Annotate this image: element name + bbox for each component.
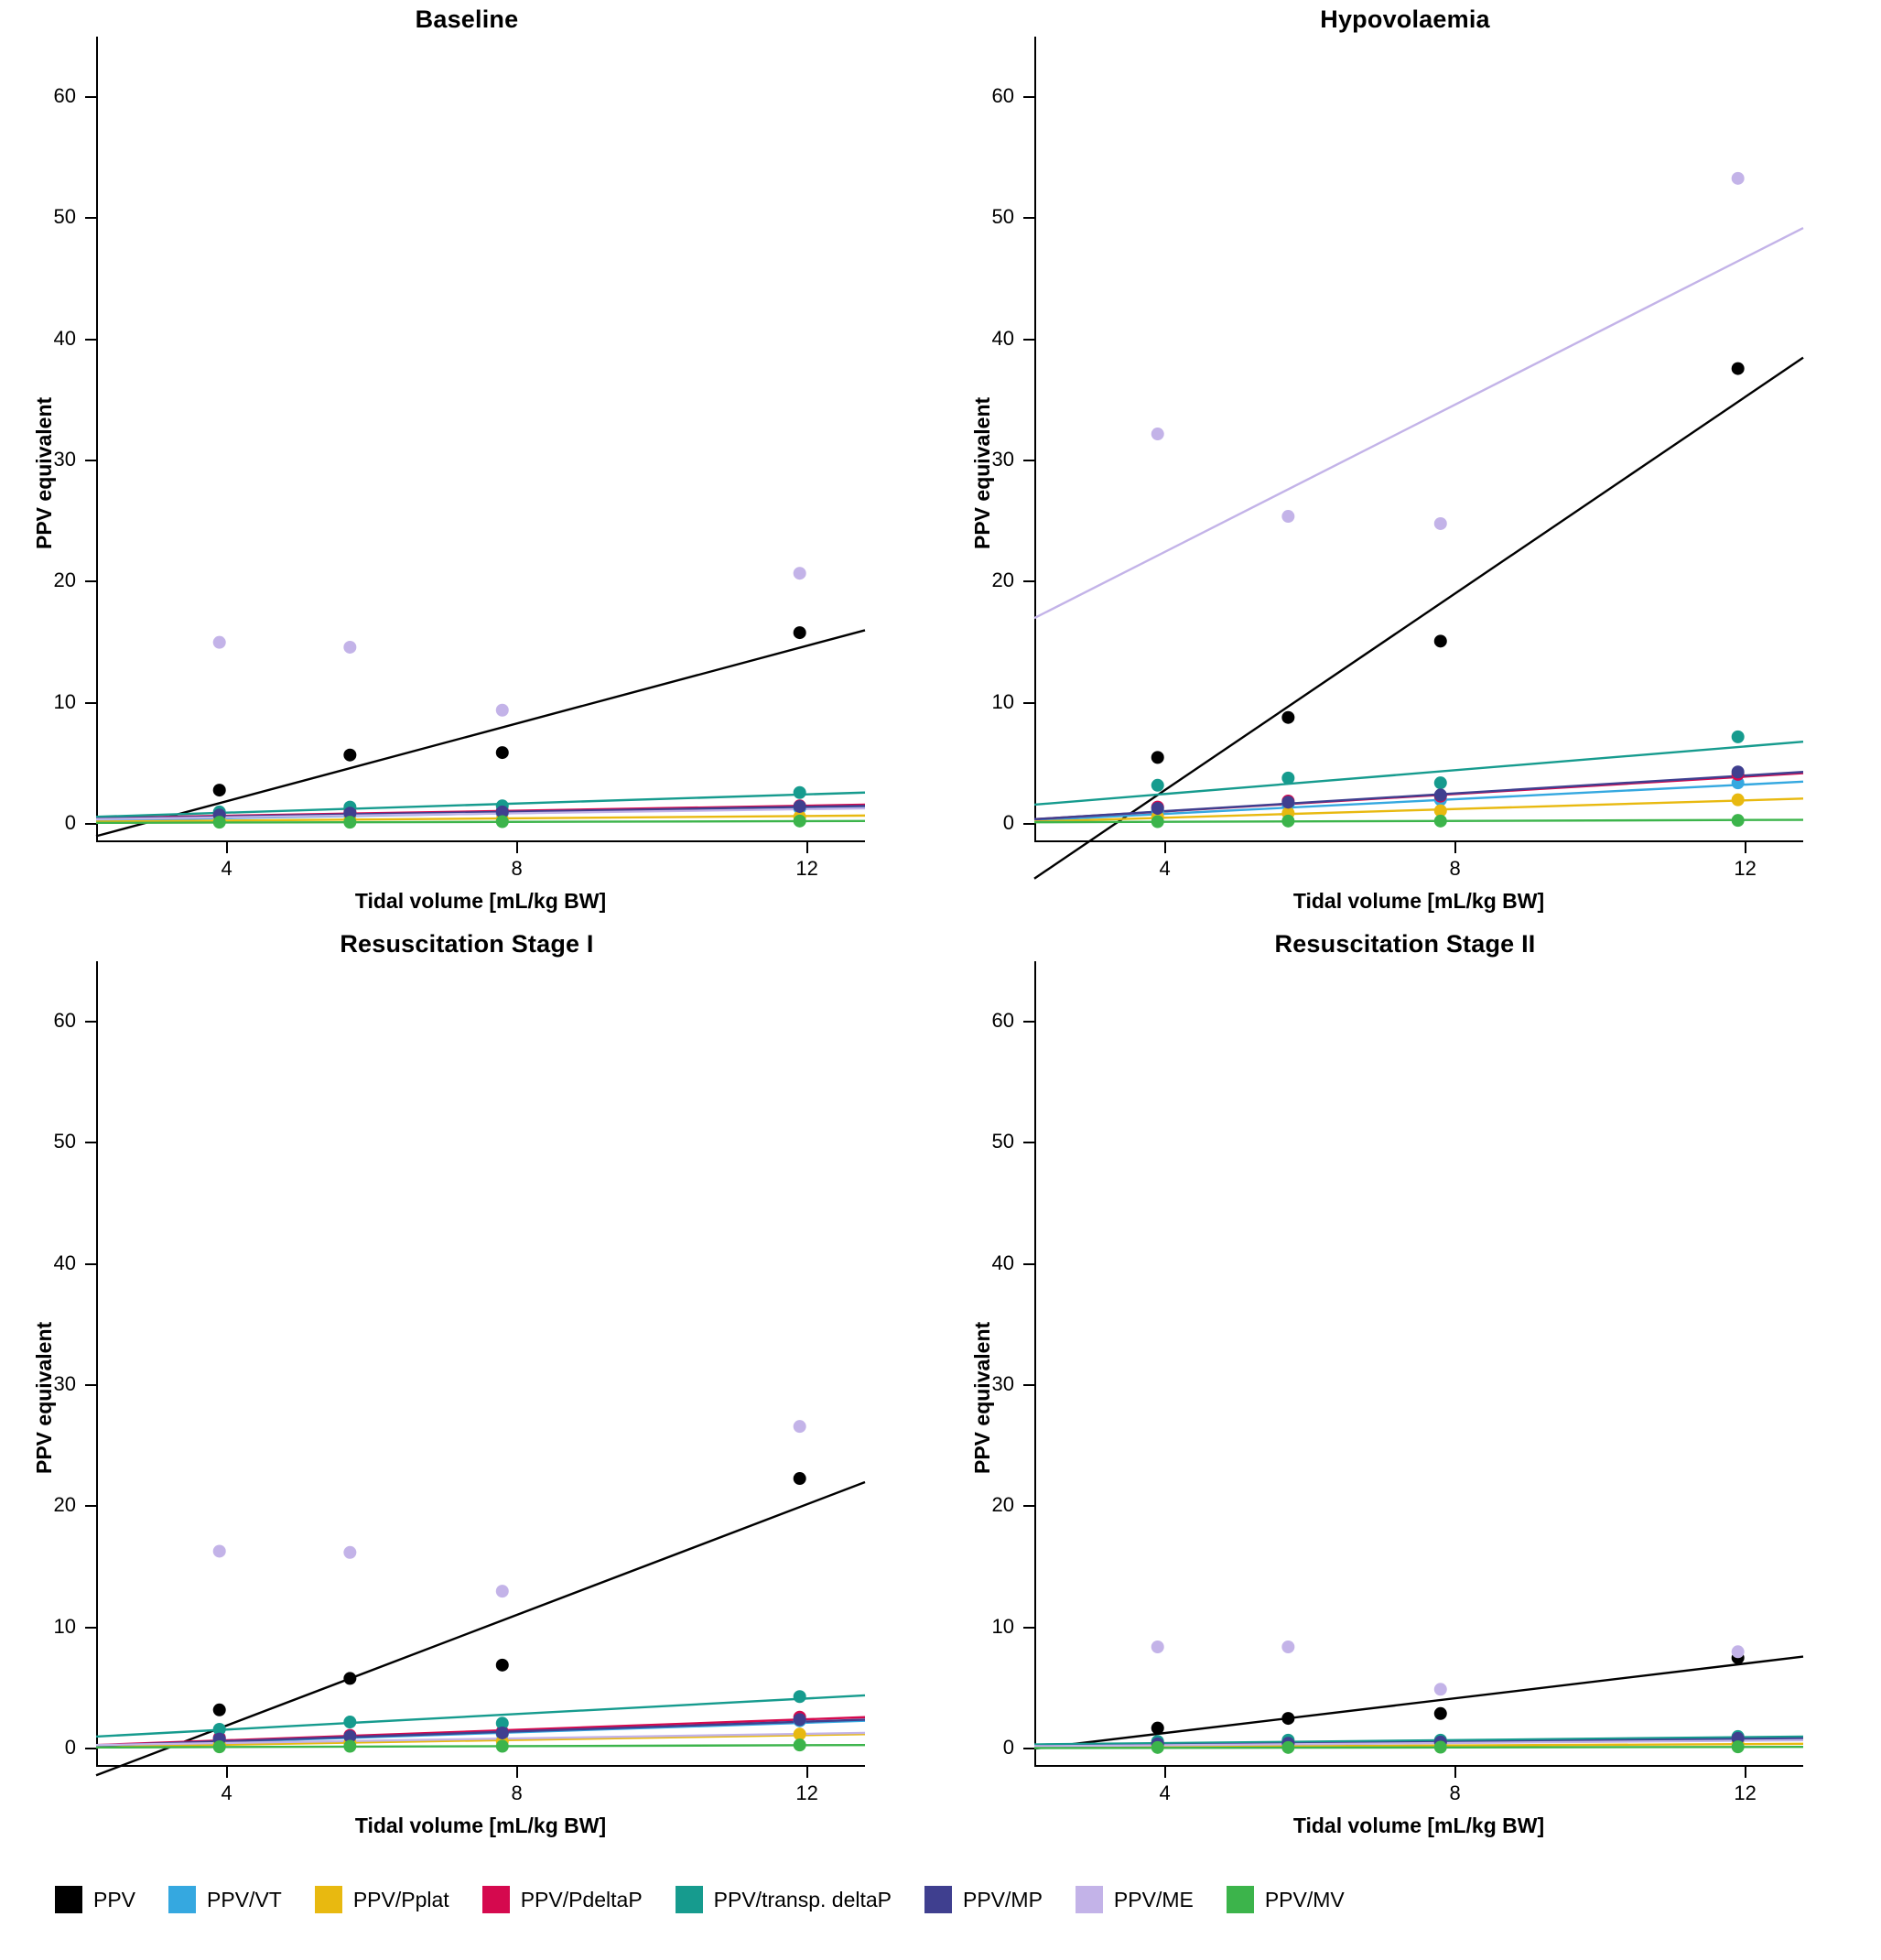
plot-area-hypovolaemia bbox=[970, 37, 1803, 913]
legend-label: PPV/PdeltaP bbox=[520, 1887, 643, 1911]
x-tick-label: 4 bbox=[1159, 1781, 1171, 1804]
data-point bbox=[343, 1546, 356, 1559]
y-tick-label: 30 bbox=[53, 448, 76, 471]
data-point bbox=[213, 1704, 226, 1716]
x-axis-label: Tidal volume [mL/kg BW] bbox=[354, 889, 607, 913]
data-point bbox=[794, 1420, 806, 1433]
legend-item[interactable] bbox=[676, 1886, 892, 1913]
y-tick-label: 20 bbox=[53, 1493, 76, 1517]
panel-title: Baseline bbox=[415, 5, 519, 33]
data-point bbox=[1732, 363, 1745, 375]
regression-line bbox=[1034, 228, 1803, 618]
data-point bbox=[1281, 510, 1294, 523]
y-tick bbox=[85, 823, 96, 825]
plot-svg bbox=[1034, 961, 1803, 1767]
data-point bbox=[1434, 815, 1447, 828]
data-point bbox=[1281, 772, 1294, 785]
y-tick-label: 40 bbox=[53, 326, 76, 350]
x-tick bbox=[516, 1767, 518, 1778]
plot-svg bbox=[96, 961, 865, 1767]
data-point bbox=[1434, 634, 1447, 647]
x-tick-label: 4 bbox=[221, 857, 232, 880]
data-point bbox=[1732, 731, 1745, 743]
data-point bbox=[496, 816, 509, 828]
legend-item[interactable] bbox=[482, 1886, 643, 1913]
data-point bbox=[1732, 1645, 1745, 1658]
y-tick bbox=[1023, 1263, 1034, 1265]
data-point bbox=[1281, 1641, 1294, 1653]
data-point bbox=[794, 800, 806, 813]
legend-item[interactable] bbox=[168, 1886, 282, 1913]
y-tick bbox=[1023, 217, 1034, 219]
y-tick-label: 30 bbox=[991, 1372, 1014, 1396]
plot-area-resuscitation-stage-1 bbox=[32, 961, 865, 1837]
legend-item[interactable] bbox=[1227, 1886, 1345, 1913]
y-tick bbox=[1023, 702, 1034, 704]
data-point bbox=[496, 1585, 509, 1597]
y-tick bbox=[85, 217, 96, 219]
data-point bbox=[1434, 517, 1447, 530]
data-point bbox=[794, 786, 806, 799]
x-tick-label: 12 bbox=[795, 1781, 818, 1804]
y-tick bbox=[1023, 460, 1034, 461]
x-tick bbox=[226, 842, 228, 853]
panel-resuscitation-stage-1 bbox=[9, 925, 924, 1840]
data-point bbox=[1434, 1683, 1447, 1695]
y-tick bbox=[85, 1142, 96, 1143]
y-tick bbox=[1023, 1505, 1034, 1507]
data-point bbox=[1151, 428, 1164, 440]
x-axis-label: Tidal volume [mL/kg BW] bbox=[1292, 889, 1545, 913]
y-tick bbox=[1023, 580, 1034, 582]
data-point bbox=[1151, 1741, 1164, 1754]
data-point bbox=[1434, 776, 1447, 789]
data-point bbox=[794, 1727, 806, 1740]
y-axis-label: PPV equivalent bbox=[32, 1321, 56, 1474]
legend-swatch-icon bbox=[482, 1886, 510, 1913]
y-tick-label: 60 bbox=[991, 84, 1014, 108]
legend-item[interactable] bbox=[315, 1886, 449, 1913]
data-point bbox=[496, 746, 509, 759]
data-point bbox=[794, 626, 806, 639]
data-point bbox=[1281, 796, 1294, 808]
x-tick-label: 12 bbox=[1734, 857, 1757, 880]
data-point bbox=[1732, 765, 1745, 778]
data-point bbox=[794, 815, 806, 828]
data-point bbox=[1281, 815, 1294, 828]
y-tick bbox=[1023, 1627, 1034, 1629]
y-tick-label: 50 bbox=[53, 205, 76, 229]
x-tick-label: 8 bbox=[511, 857, 523, 880]
y-tick-label: 50 bbox=[53, 1130, 76, 1153]
x-tick-label: 8 bbox=[511, 1781, 523, 1804]
legend-label: PPV/MP bbox=[963, 1887, 1043, 1911]
data-point bbox=[1434, 788, 1447, 801]
x-tick-label: 4 bbox=[1159, 857, 1171, 880]
panel-title: Resuscitation Stage I bbox=[340, 930, 594, 958]
y-tick-label: 40 bbox=[53, 1251, 76, 1274]
y-tick-label: 30 bbox=[991, 448, 1014, 471]
y-tick bbox=[85, 96, 96, 98]
y-tick-label: 0 bbox=[1002, 1736, 1014, 1760]
data-point bbox=[794, 1713, 806, 1726]
y-tick bbox=[85, 1263, 96, 1265]
data-point bbox=[1151, 1722, 1164, 1735]
regression-line bbox=[1034, 820, 1803, 823]
data-point bbox=[213, 784, 226, 796]
y-tick-label: 10 bbox=[991, 689, 1014, 713]
legend-label: PPV/Pplat bbox=[352, 1887, 449, 1911]
data-point bbox=[343, 749, 356, 762]
y-tick bbox=[1023, 1021, 1034, 1023]
data-point bbox=[1281, 711, 1294, 724]
data-point bbox=[1732, 814, 1745, 827]
data-point bbox=[213, 636, 226, 649]
legend-label: PPV/VT bbox=[207, 1887, 282, 1911]
x-tick-label: 8 bbox=[1449, 1781, 1461, 1804]
y-tick bbox=[85, 1627, 96, 1629]
data-point bbox=[213, 816, 226, 828]
legend-item[interactable] bbox=[55, 1886, 135, 1913]
x-tick-label: 12 bbox=[795, 857, 818, 880]
data-point bbox=[1151, 751, 1164, 763]
y-tick bbox=[1023, 1748, 1034, 1749]
x-tick bbox=[1745, 1767, 1746, 1778]
data-point bbox=[213, 1544, 226, 1557]
y-tick bbox=[1023, 96, 1034, 98]
x-tick-label: 12 bbox=[1734, 1781, 1757, 1804]
y-tick bbox=[1023, 339, 1034, 341]
y-tick-label: 0 bbox=[64, 811, 76, 835]
y-tick bbox=[1023, 823, 1034, 825]
y-tick bbox=[1023, 1142, 1034, 1143]
y-tick-label: 40 bbox=[991, 1251, 1014, 1274]
data-point bbox=[496, 704, 509, 717]
y-tick bbox=[85, 339, 96, 341]
data-point bbox=[343, 816, 356, 828]
data-point bbox=[496, 1659, 509, 1672]
data-point bbox=[1151, 802, 1164, 815]
x-tick bbox=[1164, 842, 1166, 853]
y-tick-label: 10 bbox=[53, 1614, 76, 1638]
data-point bbox=[794, 1472, 806, 1485]
y-tick-label: 30 bbox=[53, 1372, 76, 1396]
legend-swatch-icon bbox=[55, 1886, 82, 1913]
y-tick bbox=[85, 702, 96, 704]
y-axis-label: PPV equivalent bbox=[32, 396, 56, 549]
regression-line bbox=[1034, 1747, 1803, 1748]
y-tick bbox=[85, 1748, 96, 1749]
panel-hypovolaemia bbox=[947, 0, 1863, 915]
panel-resuscitation-stage-2 bbox=[947, 925, 1863, 1840]
data-point bbox=[794, 1738, 806, 1751]
data-point bbox=[1151, 1641, 1164, 1653]
data-point bbox=[1434, 1707, 1447, 1720]
data-point bbox=[794, 567, 806, 579]
data-point bbox=[1732, 172, 1745, 185]
data-point bbox=[1732, 1740, 1745, 1753]
legend-swatch-icon bbox=[1227, 1886, 1254, 1913]
y-tick bbox=[85, 1021, 96, 1023]
legend-label: PPV/MV bbox=[1264, 1887, 1345, 1911]
data-point bbox=[213, 1740, 226, 1753]
data-point bbox=[1434, 1741, 1447, 1754]
regression-line bbox=[1034, 1657, 1803, 1749]
y-tick-label: 20 bbox=[53, 569, 76, 592]
x-tick bbox=[1454, 842, 1456, 853]
regression-line bbox=[96, 1719, 865, 1745]
y-tick-label: 50 bbox=[991, 205, 1014, 229]
x-tick-label: 4 bbox=[221, 1781, 232, 1804]
y-tick-label: 10 bbox=[53, 689, 76, 713]
data-point bbox=[1732, 794, 1745, 807]
plot-area-baseline bbox=[32, 37, 865, 913]
legend bbox=[55, 1872, 1831, 1927]
x-tick bbox=[1454, 1767, 1456, 1778]
panel-title: Hypovolaemia bbox=[1320, 5, 1490, 33]
panel-title: Resuscitation Stage II bbox=[1274, 930, 1536, 958]
regression-line bbox=[96, 1733, 865, 1745]
y-tick-label: 20 bbox=[991, 1493, 1014, 1517]
data-point bbox=[343, 1672, 356, 1684]
y-tick bbox=[85, 460, 96, 461]
x-tick-label: 8 bbox=[1449, 857, 1461, 880]
y-tick-label: 0 bbox=[64, 1736, 76, 1760]
y-tick-label: 60 bbox=[991, 1009, 1014, 1033]
y-tick-label: 40 bbox=[991, 326, 1014, 350]
legend-item[interactable] bbox=[924, 1886, 1043, 1913]
legend-swatch-icon bbox=[676, 1886, 703, 1913]
plot-svg bbox=[96, 37, 865, 842]
data-point bbox=[496, 1740, 509, 1753]
data-point bbox=[496, 1727, 509, 1739]
data-point bbox=[343, 641, 356, 654]
legend-label: PPV/transp. deltaP bbox=[713, 1887, 892, 1911]
legend-label: PPV bbox=[93, 1887, 136, 1911]
y-tick-label: 60 bbox=[53, 84, 76, 108]
y-tick-label: 60 bbox=[53, 1009, 76, 1033]
legend-label: PPV/ME bbox=[1113, 1887, 1194, 1911]
x-axis-label: Tidal volume [mL/kg BW] bbox=[354, 1814, 607, 1837]
x-tick bbox=[226, 1767, 228, 1778]
y-tick-label: 50 bbox=[991, 1130, 1014, 1153]
plot-area-resuscitation-stage-2 bbox=[970, 961, 1803, 1837]
data-point bbox=[343, 1740, 356, 1753]
legend-swatch-icon bbox=[168, 1886, 196, 1913]
data-point bbox=[1151, 816, 1164, 828]
data-point bbox=[1281, 1741, 1294, 1754]
plot-svg bbox=[1034, 37, 1803, 842]
x-tick bbox=[806, 842, 808, 853]
y-tick-label: 0 bbox=[1002, 811, 1014, 835]
data-point bbox=[1151, 779, 1164, 792]
y-tick-label: 10 bbox=[991, 1614, 1014, 1638]
data-point bbox=[343, 1716, 356, 1728]
legend-item[interactable] bbox=[1076, 1886, 1194, 1913]
legend-swatch-icon bbox=[315, 1886, 342, 1913]
y-tick bbox=[85, 580, 96, 582]
y-tick bbox=[1023, 1384, 1034, 1386]
x-tick bbox=[806, 1767, 808, 1778]
y-axis-label: PPV equivalent bbox=[970, 396, 994, 549]
y-axis-label: PPV equivalent bbox=[970, 1321, 994, 1474]
y-tick bbox=[85, 1505, 96, 1507]
x-tick bbox=[1164, 1767, 1166, 1778]
x-axis-label: Tidal volume [mL/kg BW] bbox=[1292, 1814, 1545, 1837]
data-point bbox=[794, 1690, 806, 1703]
legend-swatch-icon bbox=[1076, 1886, 1103, 1913]
y-tick bbox=[85, 1384, 96, 1386]
panel-baseline bbox=[9, 0, 924, 915]
x-tick bbox=[516, 842, 518, 853]
data-point bbox=[1281, 1712, 1294, 1725]
y-tick-label: 20 bbox=[991, 569, 1014, 592]
x-tick bbox=[1745, 842, 1746, 853]
legend-swatch-icon bbox=[924, 1886, 952, 1913]
